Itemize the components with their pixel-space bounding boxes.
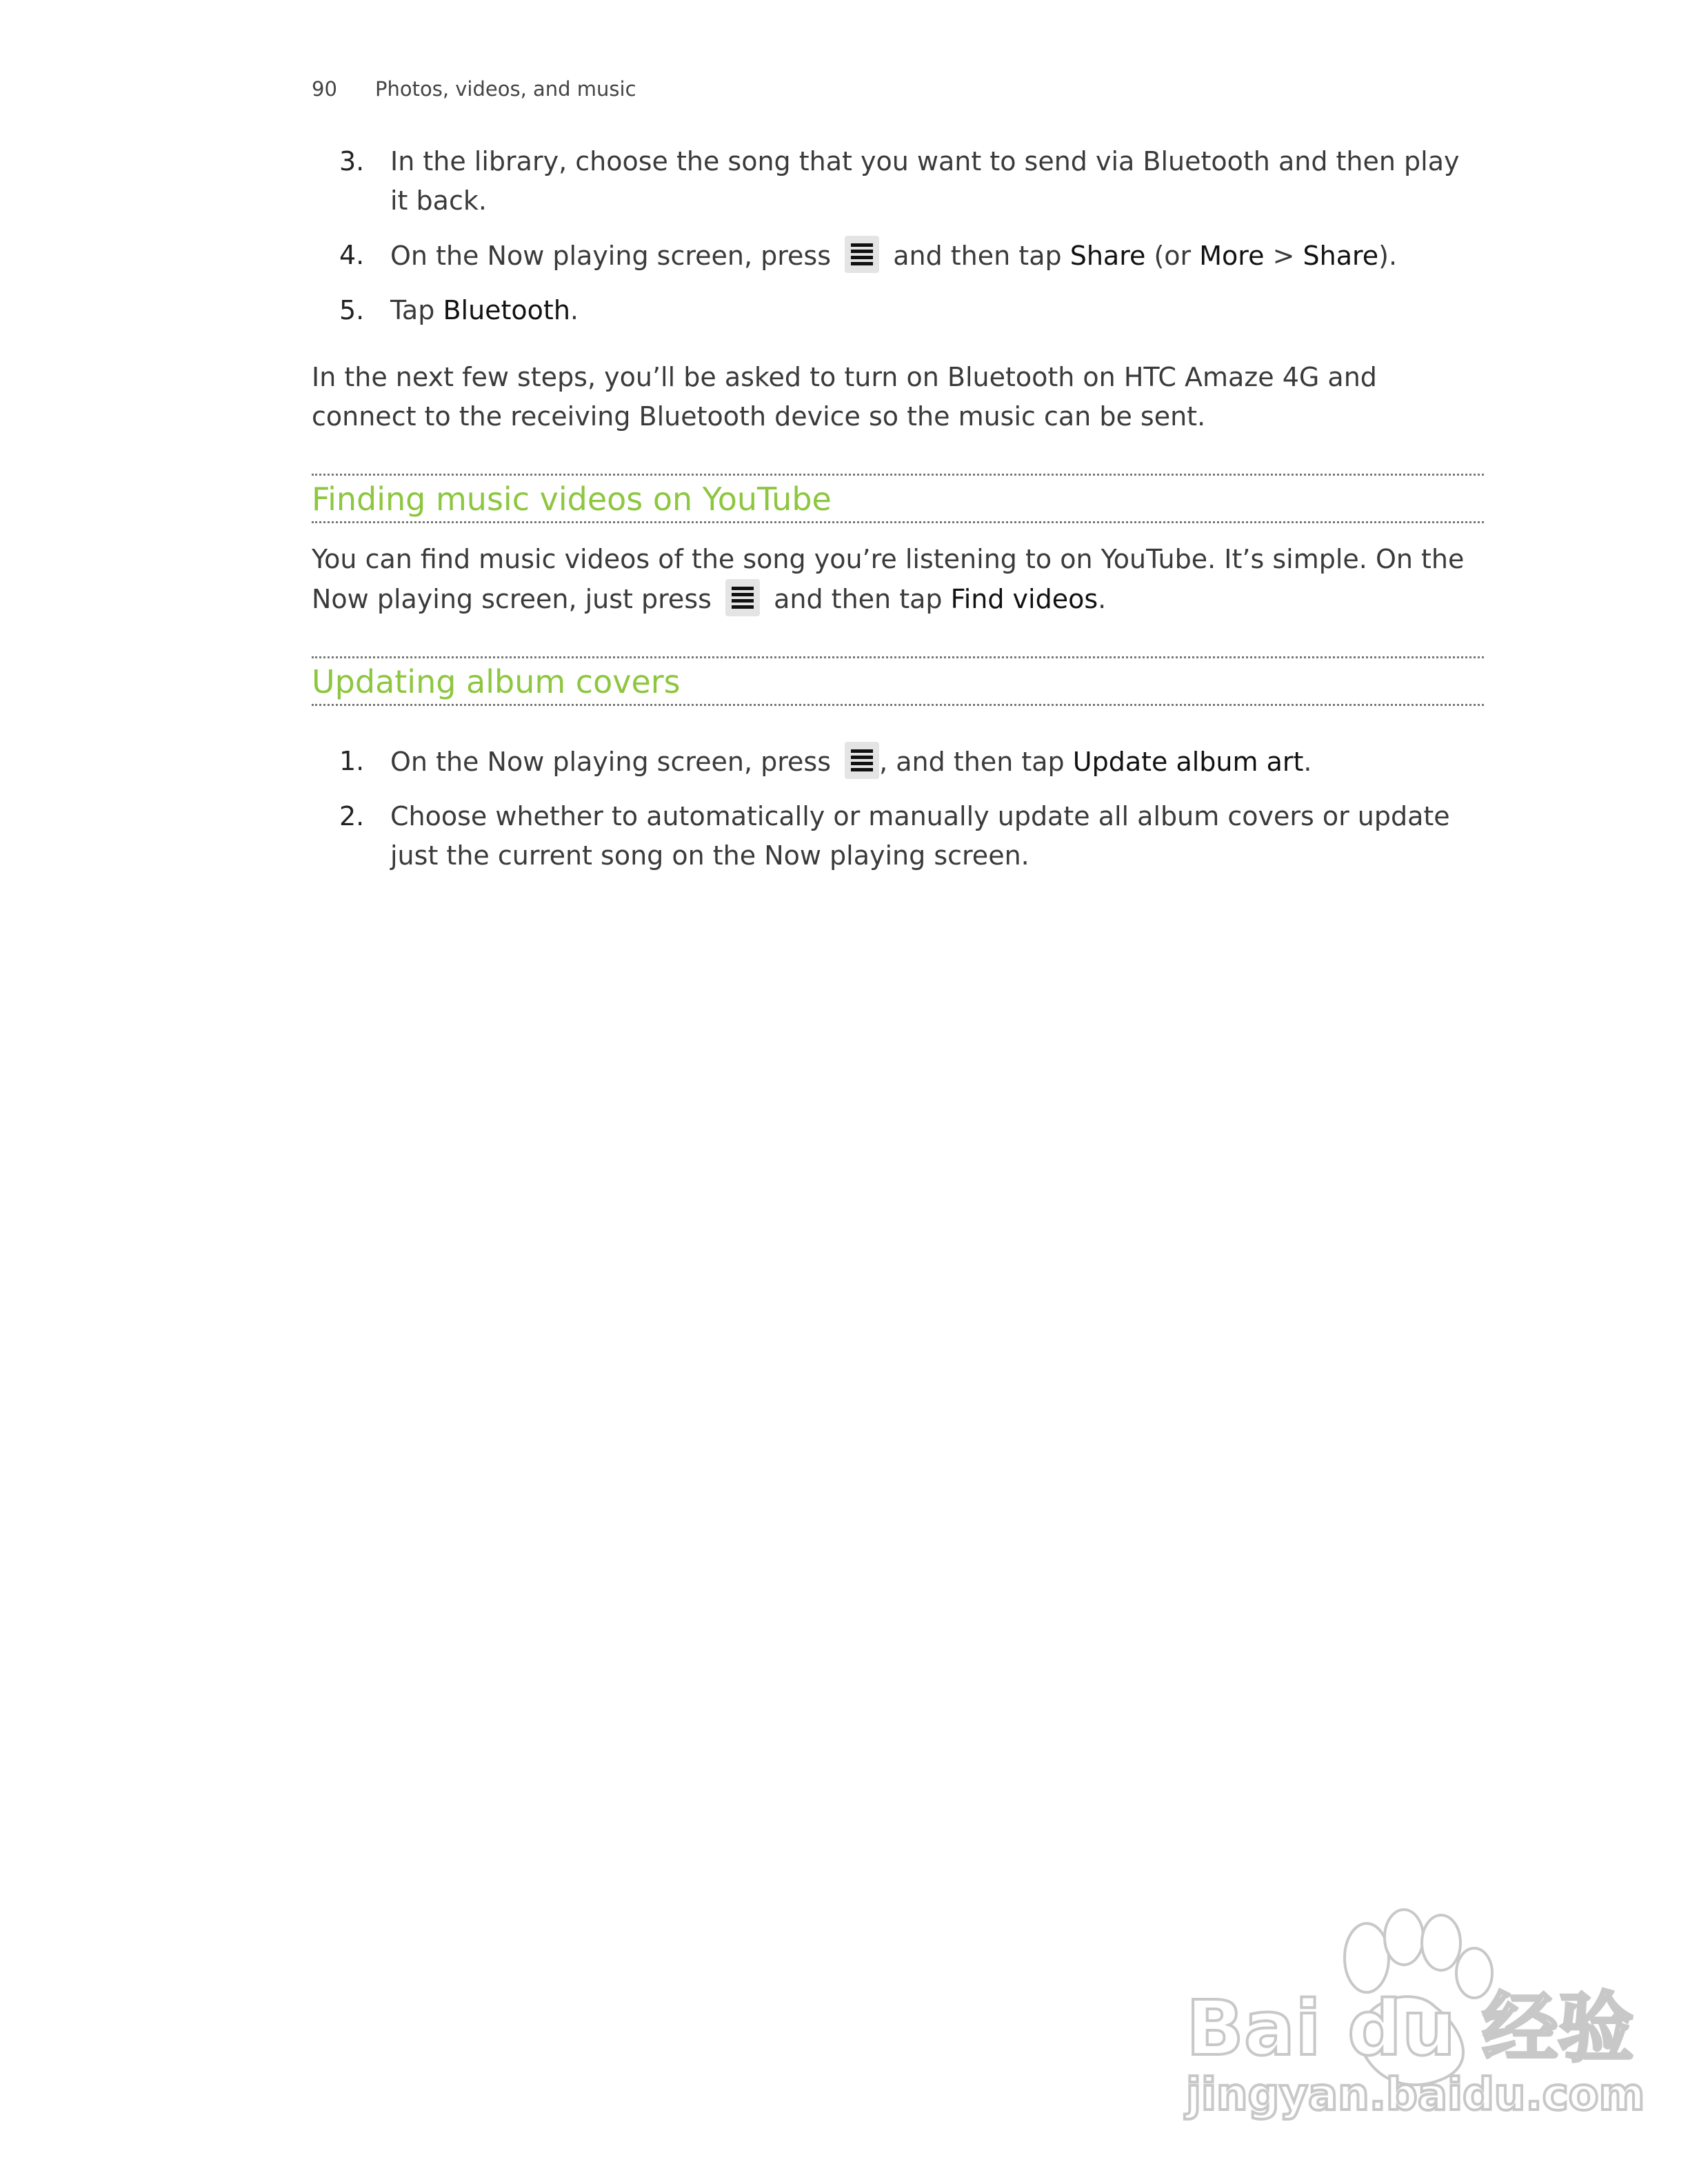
menu-icon [845, 742, 879, 779]
section-heading-album: Updating album covers [312, 656, 1484, 706]
steps-list-album [312, 742, 1484, 876]
ui-label-share: Share [1303, 241, 1379, 271]
page-header [312, 77, 636, 101]
page-number: 90 [312, 77, 337, 101]
step-text: On the Now playing screen, press [390, 747, 832, 777]
step-number: 3. [339, 146, 365, 176]
step-text: On the Now playing screen, press [390, 241, 832, 271]
watermark-brand: Bai du 经验 [1186, 1984, 1634, 2072]
section-body-youtube [312, 540, 1484, 619]
step-text: In the library, choose the song that you want to send via Bluetooth and then play it back. [390, 146, 1460, 216]
step-number: 5. [339, 295, 365, 325]
section-heading-youtube: Finding music videos on YouTube [312, 474, 1484, 523]
body-text: You can find music videos of the song you’re listening to on YouTube. It’s simple. On the Now playing screen, just press [312, 544, 1465, 614]
body-text: and then tap [774, 584, 943, 614]
step-text: Tap [390, 295, 435, 325]
ui-label-update-album-art: Update album art [1072, 747, 1304, 777]
chapter-title: Photos, videos, and music [375, 77, 636, 101]
body-text: . [1098, 584, 1107, 614]
step-number: 1. [339, 746, 365, 776]
list-item [312, 236, 1484, 276]
list-item [312, 742, 1484, 782]
step-text: , and then tap [879, 747, 1065, 777]
ui-label-more: More [1199, 241, 1265, 271]
step-number: 4. [339, 240, 365, 270]
step-text: Choose whether to automatically or manually update all album covers or update just the current song on the Now playing screen. [390, 801, 1450, 871]
ui-label-find-videos: Find videos [950, 584, 1098, 614]
step-text: and then tap [893, 241, 1062, 271]
step-text: ). [1378, 241, 1398, 271]
menu-icon [725, 579, 760, 616]
ui-label-bluetooth: Bluetooth [443, 295, 570, 325]
steps-list-top [312, 142, 1484, 330]
step-text: . [570, 295, 579, 325]
watermark-url: jingyan.baidu.com [1186, 2070, 1645, 2121]
ui-label-share: Share [1069, 241, 1146, 271]
list-item [312, 797, 1484, 876]
list-item [312, 142, 1484, 221]
page-content [312, 142, 1484, 891]
list-item [312, 291, 1484, 330]
step-number: 2. [339, 801, 365, 831]
watermark [1186, 1910, 1645, 2121]
intro-paragraph: In the next few steps, you’ll be asked to turn on Bluetooth on HTC Amaze 4G and connect to the receiving Bluetooth device so the music can be sent. [312, 362, 1377, 432]
menu-icon [845, 236, 879, 273]
separator: > [1272, 241, 1295, 271]
step-text: . [1303, 747, 1312, 777]
step-text: (or [1154, 241, 1192, 271]
